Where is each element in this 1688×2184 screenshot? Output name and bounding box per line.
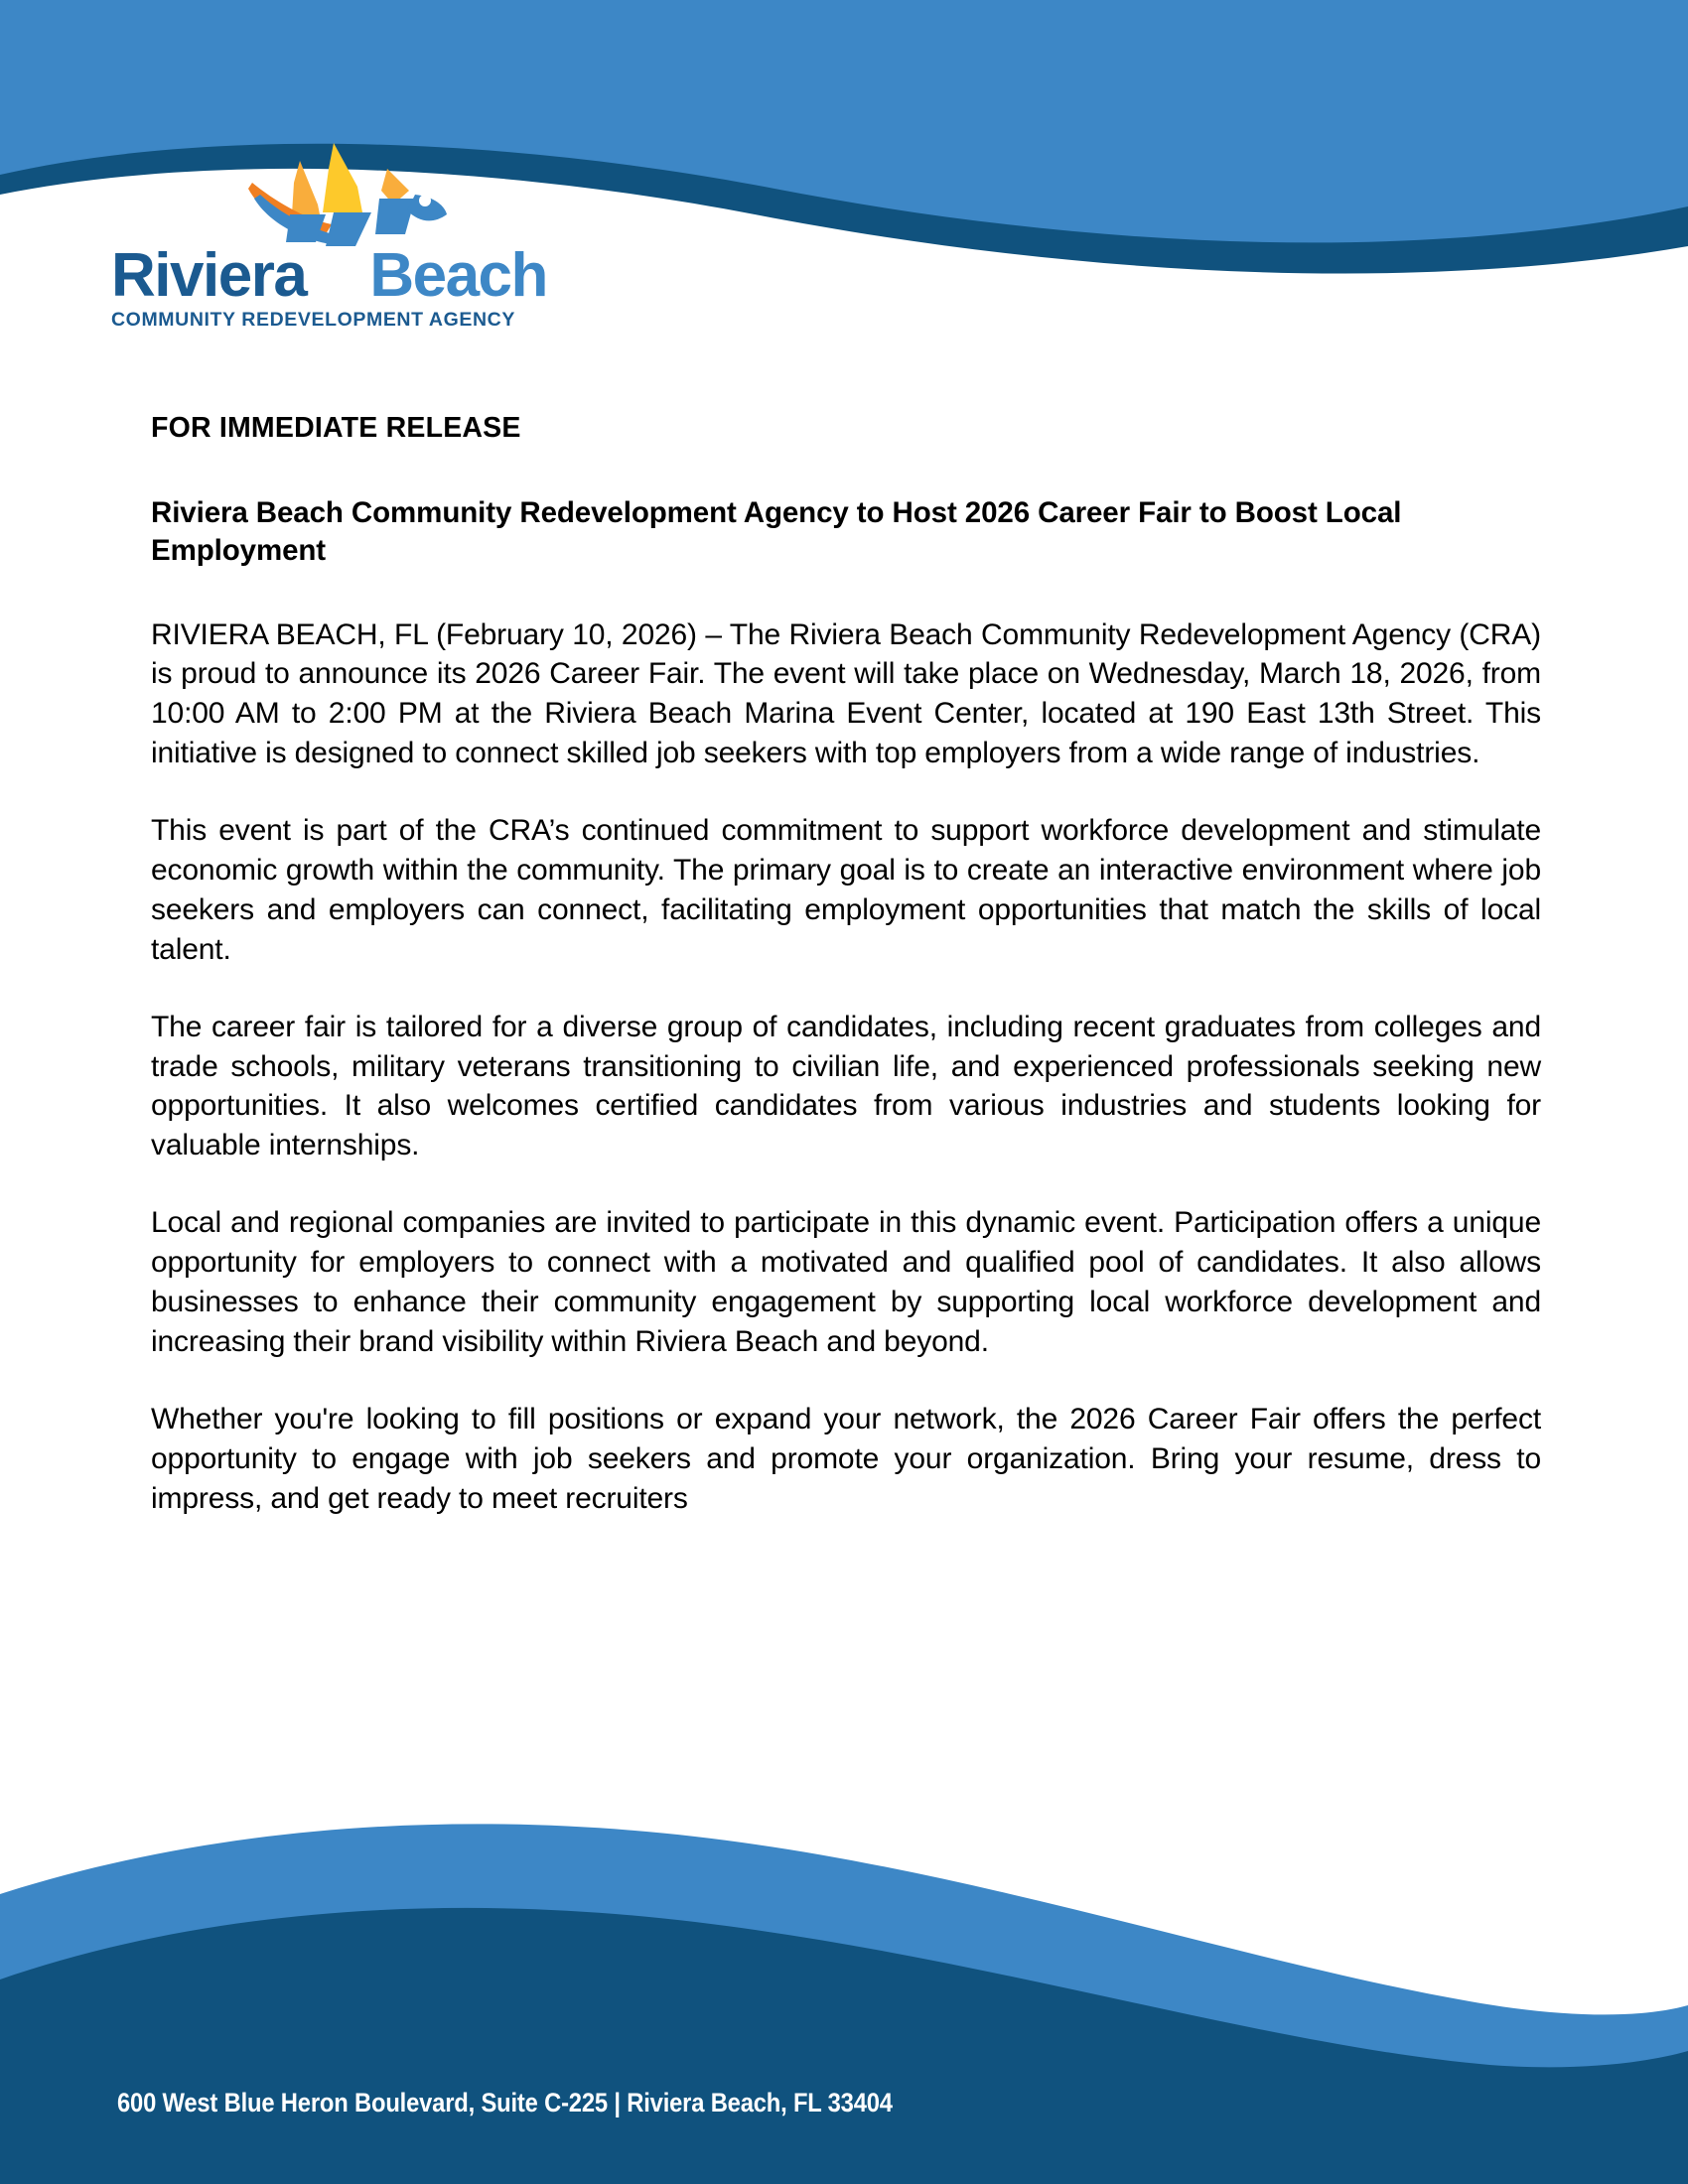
page-title: Riviera Beach Community Redevelopment Agency to Host 2026 Career Fair to Boost Local Employment: [151, 496, 1402, 567]
sailboat-icon: [230, 139, 459, 246]
release-label: FOR IMMEDIATE RELEASE: [151, 412, 521, 444]
body-paragraph: Local and regional companies are invited to participate in this dynamic event. Participation offers a unique opportunity for employers to connect with a motivated and qualified pool of candidates. It also allows businesses to enhance their community engagement by supporting local workforce development and increasing their brand visibility within Riviera Beach and beyond.: [151, 1206, 1541, 1358]
sail-orange-light: [292, 161, 320, 214]
body-paragraph: This event is part of the CRA’s continued commitment to support workforce development and stimulate economic growth within the community. The primary goal is to create an interactive environment where job seekers and employers can connect, facilitating employment opportunities that match the skills of local talent.: [151, 814, 1541, 966]
body-paragraph: RIVIERA BEACH, FL (February 10, 2026) – The Riviera Beach Community Redevelopment Agency (CRA) is proud to announce its 2026 Career Fair. The event will take place on Wednesday, March 18, 2026, from 10:00 AM to 2:00 PM at the Riviera Beach Marina Event Center, located at 190 East 13th Street. This initiative is designed to connect skilled job seekers with top employers from a wide range of industries.: [151, 617, 1541, 770]
sail-yellow: [323, 143, 362, 212]
agency-logo: [111, 185, 548, 332]
logo-name-beach: Beach: [369, 241, 547, 310]
porthole-dot: [419, 195, 431, 206]
body-paragraph: The career fair is tailored for a diverse group of candidates, including recent graduates from colleges and trade schools, military veterans transitioning to civilian life, and experienced professionals seeking new opportunities. It also welcomes certified candidates from various industries and students looking for valuable internships.: [151, 1010, 1541, 1162]
logo-tagline: COMMUNITY REDEVELOPMENT AGENCY: [111, 309, 515, 331]
logo-wordmark: [111, 240, 548, 310]
footer-address: 600 West Blue Heron Boulevard, Suite C-225 | Riviera Beach, FL 33404: [117, 2088, 893, 2117]
press-release-content: [151, 412, 1541, 1518]
footer-wave-graphic: [0, 1767, 1688, 2184]
body-paragraph: Whether you're looking to fill positions or expand your network, the 2026 Career Fair offers the perfect opportunity to engage with job seekers and promote your organization. Bring your resume, dress to impress, and get ready to meet recruiters: [151, 1402, 1541, 1515]
logo-name-riviera: Riviera: [111, 241, 307, 310]
hull-blue-right: [375, 199, 415, 234]
